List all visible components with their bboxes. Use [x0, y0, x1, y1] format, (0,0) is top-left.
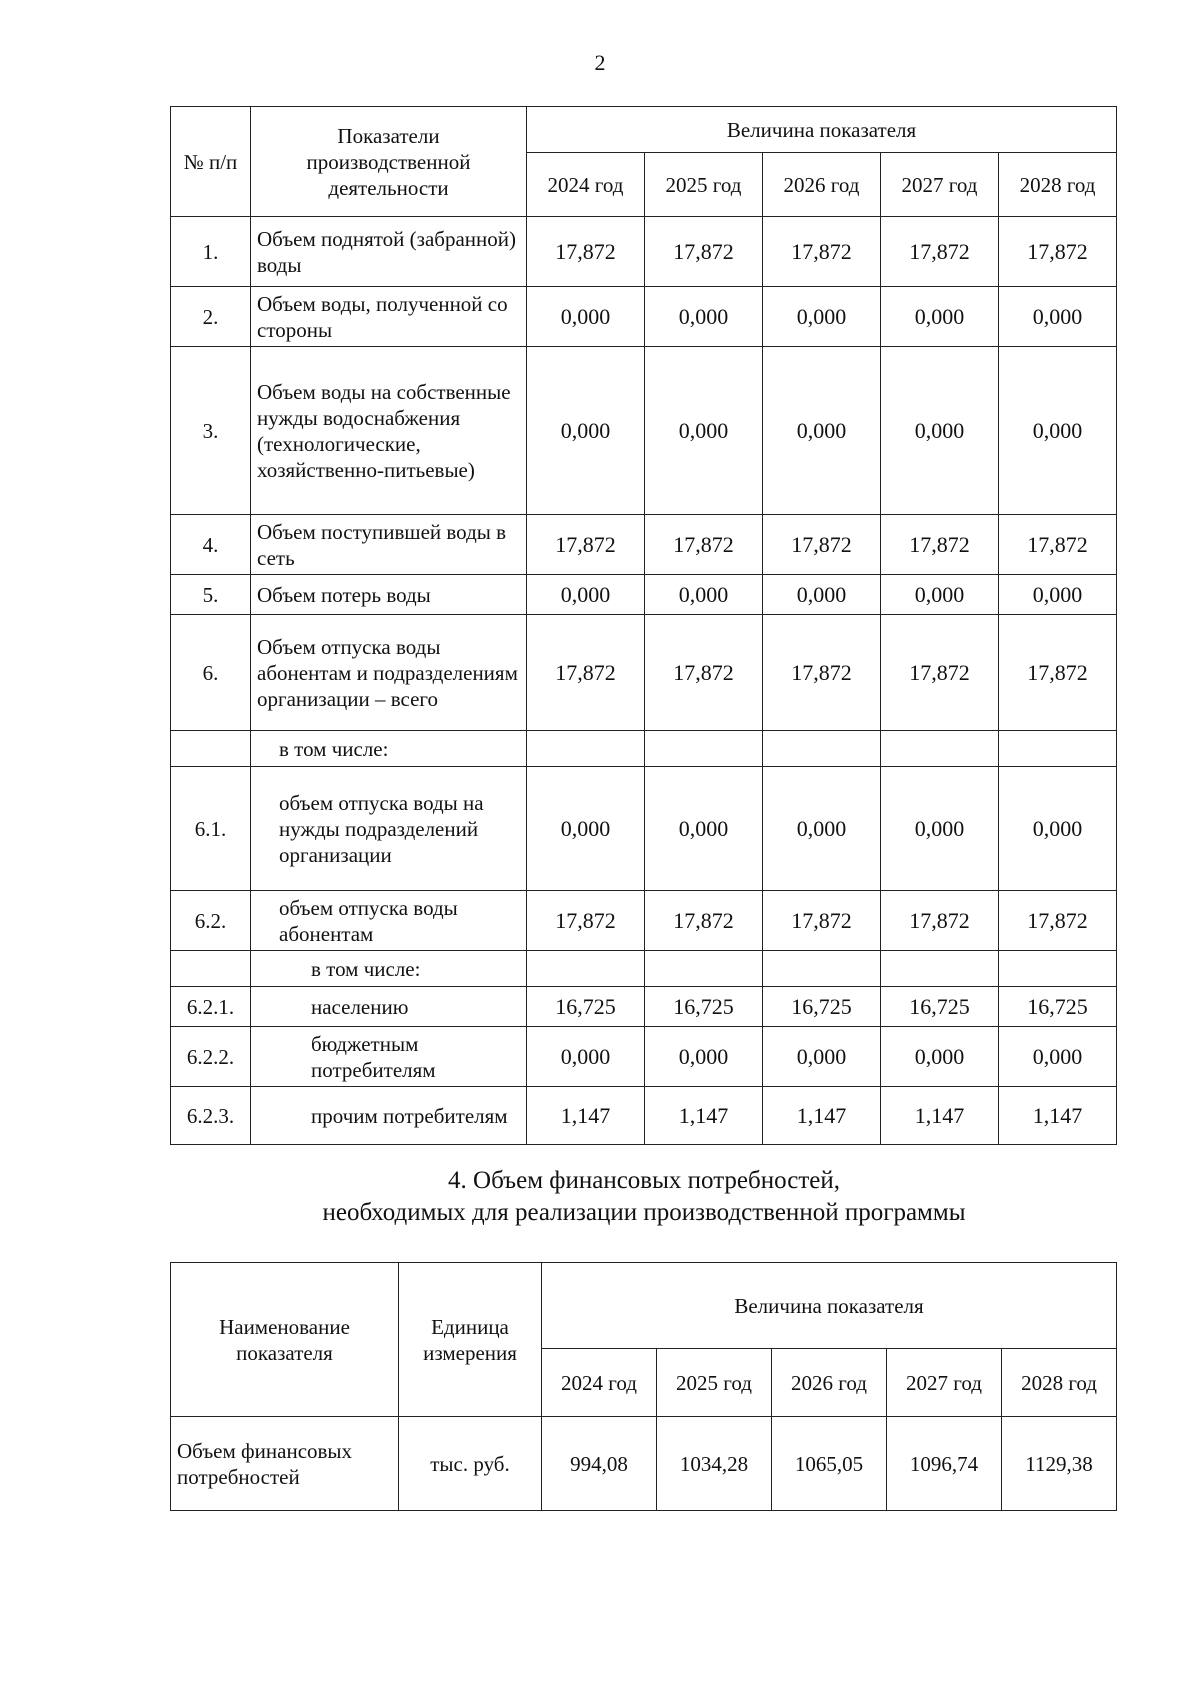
row-number: 6.2.: [171, 891, 251, 951]
header-year: 2025 год: [657, 1349, 772, 1417]
row-number: 6.2.2.: [171, 1027, 251, 1087]
value-cell: [999, 731, 1117, 767]
unit-cell: тыс. руб.: [399, 1417, 542, 1511]
value-cell: 0,000: [763, 287, 881, 347]
value-cell: 17,872: [645, 891, 763, 951]
value-cell: [881, 731, 999, 767]
value-cell: 16,725: [645, 987, 763, 1027]
header-value: Величина показателя: [527, 107, 1117, 153]
value-cell: [527, 731, 645, 767]
table-row: [171, 1027, 1117, 1087]
value-cell: 994,08: [542, 1417, 657, 1511]
header-year: 2024 год: [542, 1349, 657, 1417]
value-cell: 1,147: [763, 1087, 881, 1145]
header-year: 2028 год: [1002, 1349, 1117, 1417]
row-number: 4.: [171, 515, 251, 575]
table-row: [171, 575, 1117, 615]
header-year: 2027 год: [881, 153, 999, 217]
value-cell: 17,872: [881, 615, 999, 731]
value-cell: 0,000: [527, 287, 645, 347]
indicator-name: Объем финансовых потребностей: [171, 1417, 399, 1511]
value-cell: 0,000: [527, 767, 645, 891]
indicator-name: в том числе:: [251, 951, 527, 987]
value-cell: 0,000: [999, 347, 1117, 515]
value-cell: 17,872: [527, 891, 645, 951]
value-cell: 17,872: [881, 515, 999, 575]
value-cell: [763, 951, 881, 987]
header-name: Наименование показателя: [171, 1263, 399, 1417]
value-cell: 0,000: [763, 1027, 881, 1087]
value-cell: 1,147: [881, 1087, 999, 1145]
table-row: [171, 217, 1117, 287]
value-cell: 17,872: [645, 515, 763, 575]
row-number: 6.2.3.: [171, 1087, 251, 1145]
indicator-name: в том числе:: [251, 731, 527, 767]
value-cell: [527, 951, 645, 987]
value-cell: 0,000: [881, 347, 999, 515]
table-row: [171, 767, 1117, 891]
value-cell: [645, 731, 763, 767]
header-indicator: Показатели производственной деятельности: [251, 107, 527, 217]
section-title-line2: необходимых для реализации производственной программы: [322, 1199, 966, 1226]
value-cell: 0,000: [999, 767, 1117, 891]
value-cell: 16,725: [527, 987, 645, 1027]
value-cell: 17,872: [527, 515, 645, 575]
value-cell: 0,000: [881, 767, 999, 891]
value-cell: 1,147: [645, 1087, 763, 1145]
value-cell: 17,872: [763, 891, 881, 951]
value-cell: 17,872: [999, 615, 1117, 731]
value-cell: 0,000: [763, 575, 881, 615]
value-cell: 0,000: [763, 347, 881, 515]
header-year: 2024 год: [527, 153, 645, 217]
header-year: 2026 год: [763, 153, 881, 217]
header-unit: Единица измерения: [399, 1263, 542, 1417]
indicator-name: бюджетным потребителям: [251, 1027, 527, 1087]
table-row: [171, 347, 1117, 515]
page-number: 2: [594, 50, 606, 75]
value-cell: [763, 731, 881, 767]
value-cell: 17,872: [645, 217, 763, 287]
value-cell: 17,872: [527, 217, 645, 287]
indicator-name: объем отпуска воды абонентам: [251, 891, 527, 951]
value-cell: 17,872: [763, 515, 881, 575]
value-cell: [881, 951, 999, 987]
value-cell: 17,872: [999, 891, 1117, 951]
value-cell: 0,000: [645, 1027, 763, 1087]
row-number: 6.2.1.: [171, 987, 251, 1027]
section-title: [0, 1165, 1200, 1229]
value-cell: 16,725: [763, 987, 881, 1027]
indicator-name: населению: [251, 987, 527, 1027]
section-title-line1: 4. Объем финансовых потребностей,: [448, 1167, 840, 1194]
indicator-name: Объем поступившей воды в сеть: [251, 515, 527, 575]
production-indicators-table: [170, 106, 1117, 1145]
value-cell: 0,000: [999, 287, 1117, 347]
table-row: [171, 891, 1117, 951]
header-num: № п/п: [171, 107, 251, 217]
value-cell: 1,147: [999, 1087, 1117, 1145]
indicator-name: прочим потребителям: [251, 1087, 527, 1145]
financial-needs-table: [170, 1262, 1117, 1511]
header-year: 2026 год: [772, 1349, 887, 1417]
indicator-name: Объем воды, полученной со стороны: [251, 287, 527, 347]
value-cell: 17,872: [881, 891, 999, 951]
row-number: 6.: [171, 615, 251, 731]
value-cell: 1065,05: [772, 1417, 887, 1511]
indicator-name: объем отпуска воды на нужды подразделений организации: [251, 767, 527, 891]
value-cell: 0,000: [881, 287, 999, 347]
row-number: 1.: [171, 217, 251, 287]
table-row: [171, 731, 1117, 767]
value-cell: [999, 951, 1117, 987]
value-cell: 0,000: [645, 767, 763, 891]
value-cell: 17,872: [645, 615, 763, 731]
value-cell: 0,000: [645, 347, 763, 515]
value-cell: 1,147: [527, 1087, 645, 1145]
value-cell: 1034,28: [657, 1417, 772, 1511]
table-row: [171, 1417, 1117, 1511]
table-row: [171, 987, 1117, 1027]
indicator-name: Объем воды на собственные нужды водоснабжения (технологические, хозяйственно-питьевые): [251, 347, 527, 515]
value-cell: 0,000: [527, 347, 645, 515]
value-cell: 0,000: [881, 1027, 999, 1087]
row-number: 2.: [171, 287, 251, 347]
value-cell: 0,000: [763, 767, 881, 891]
table-row: [171, 951, 1117, 987]
value-cell: 0,000: [527, 1027, 645, 1087]
value-cell: 17,872: [999, 217, 1117, 287]
value-cell: 0,000: [999, 1027, 1117, 1087]
value-cell: [645, 951, 763, 987]
row-number: 6.1.: [171, 767, 251, 891]
header-year: 2025 год: [645, 153, 763, 217]
row-number: 5.: [171, 575, 251, 615]
header-year: 2027 год: [887, 1349, 1002, 1417]
value-cell: 17,872: [881, 217, 999, 287]
table-row: [171, 615, 1117, 731]
value-cell: 16,725: [881, 987, 999, 1027]
value-cell: 17,872: [999, 515, 1117, 575]
table-row: [171, 287, 1117, 347]
table-row: [171, 1087, 1117, 1145]
header-year: 2028 год: [999, 153, 1117, 217]
table-row: [171, 515, 1117, 575]
indicator-name: Объем поднятой (забранной) воды: [251, 217, 527, 287]
row-number: 3.: [171, 347, 251, 515]
value-cell: 0,000: [527, 575, 645, 615]
value-cell: 0,000: [645, 575, 763, 615]
indicator-name: Объем отпуска воды абонентам и подразделениям организации – всего: [251, 615, 527, 731]
indicator-name: Объем потерь воды: [251, 575, 527, 615]
value-cell: 0,000: [999, 575, 1117, 615]
value-cell: 16,725: [999, 987, 1117, 1027]
value-cell: 0,000: [881, 575, 999, 615]
value-cell: 0,000: [645, 287, 763, 347]
header-value: Величина показателя: [542, 1263, 1117, 1349]
value-cell: 1096,74: [887, 1417, 1002, 1511]
row-number: [171, 951, 251, 987]
value-cell: 17,872: [763, 217, 881, 287]
row-number: [171, 731, 251, 767]
value-cell: 17,872: [763, 615, 881, 731]
value-cell: 1129,38: [1002, 1417, 1117, 1511]
value-cell: 17,872: [527, 615, 645, 731]
